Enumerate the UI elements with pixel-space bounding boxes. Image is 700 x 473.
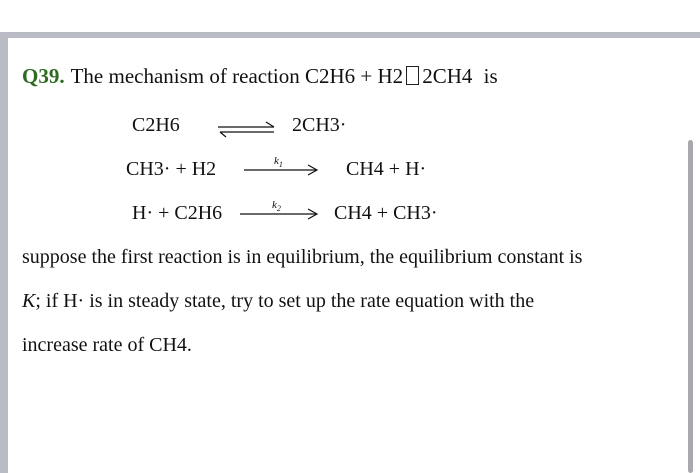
question-prefix: The mechanism of reaction: [70, 64, 300, 88]
reaction-right: 2CH4: [422, 64, 473, 88]
paragraph-line-2: [22, 290, 534, 313]
step2-reactants: CH3· + H2: [126, 158, 217, 180]
scrollbar[interactable]: [688, 140, 693, 473]
step2-rate-constant: $k_1$: [274, 155, 283, 169]
left-border: [0, 36, 8, 473]
paragraph-line-3: increase rate of CH4.: [22, 334, 192, 356]
empty-box-icon: [406, 66, 419, 85]
paragraph-line-1: suppose the first reaction is in equilibrium, the equilibrium constant is: [22, 246, 583, 268]
step3-reactants: H· + C2H6: [132, 202, 223, 224]
paragraph-line-2-text: ; if H· is in steady state, try to set up the rate equation with the: [35, 290, 535, 312]
step3-products: CH4 + CH3·: [334, 202, 438, 224]
forward-arrow-icon: [238, 198, 322, 224]
equilibrium-arrow-icon: [214, 118, 280, 140]
forward-arrow-icon: [240, 154, 322, 180]
reaction-left: C2H6 + H2: [305, 64, 404, 88]
top-border: [0, 32, 700, 38]
equilibrium-constant-symbol: K: [22, 290, 36, 312]
question-number: Q39.: [22, 64, 65, 88]
step1-products: 2CH3·: [292, 114, 347, 136]
question-suffix: is: [483, 64, 498, 88]
top-band: [0, 0, 700, 36]
step2-products: CH4 + H·: [346, 158, 427, 180]
step3-rate-constant: $k_2$: [272, 199, 281, 213]
question-line: [22, 64, 498, 89]
step1-reactants: C2H6: [132, 114, 180, 136]
